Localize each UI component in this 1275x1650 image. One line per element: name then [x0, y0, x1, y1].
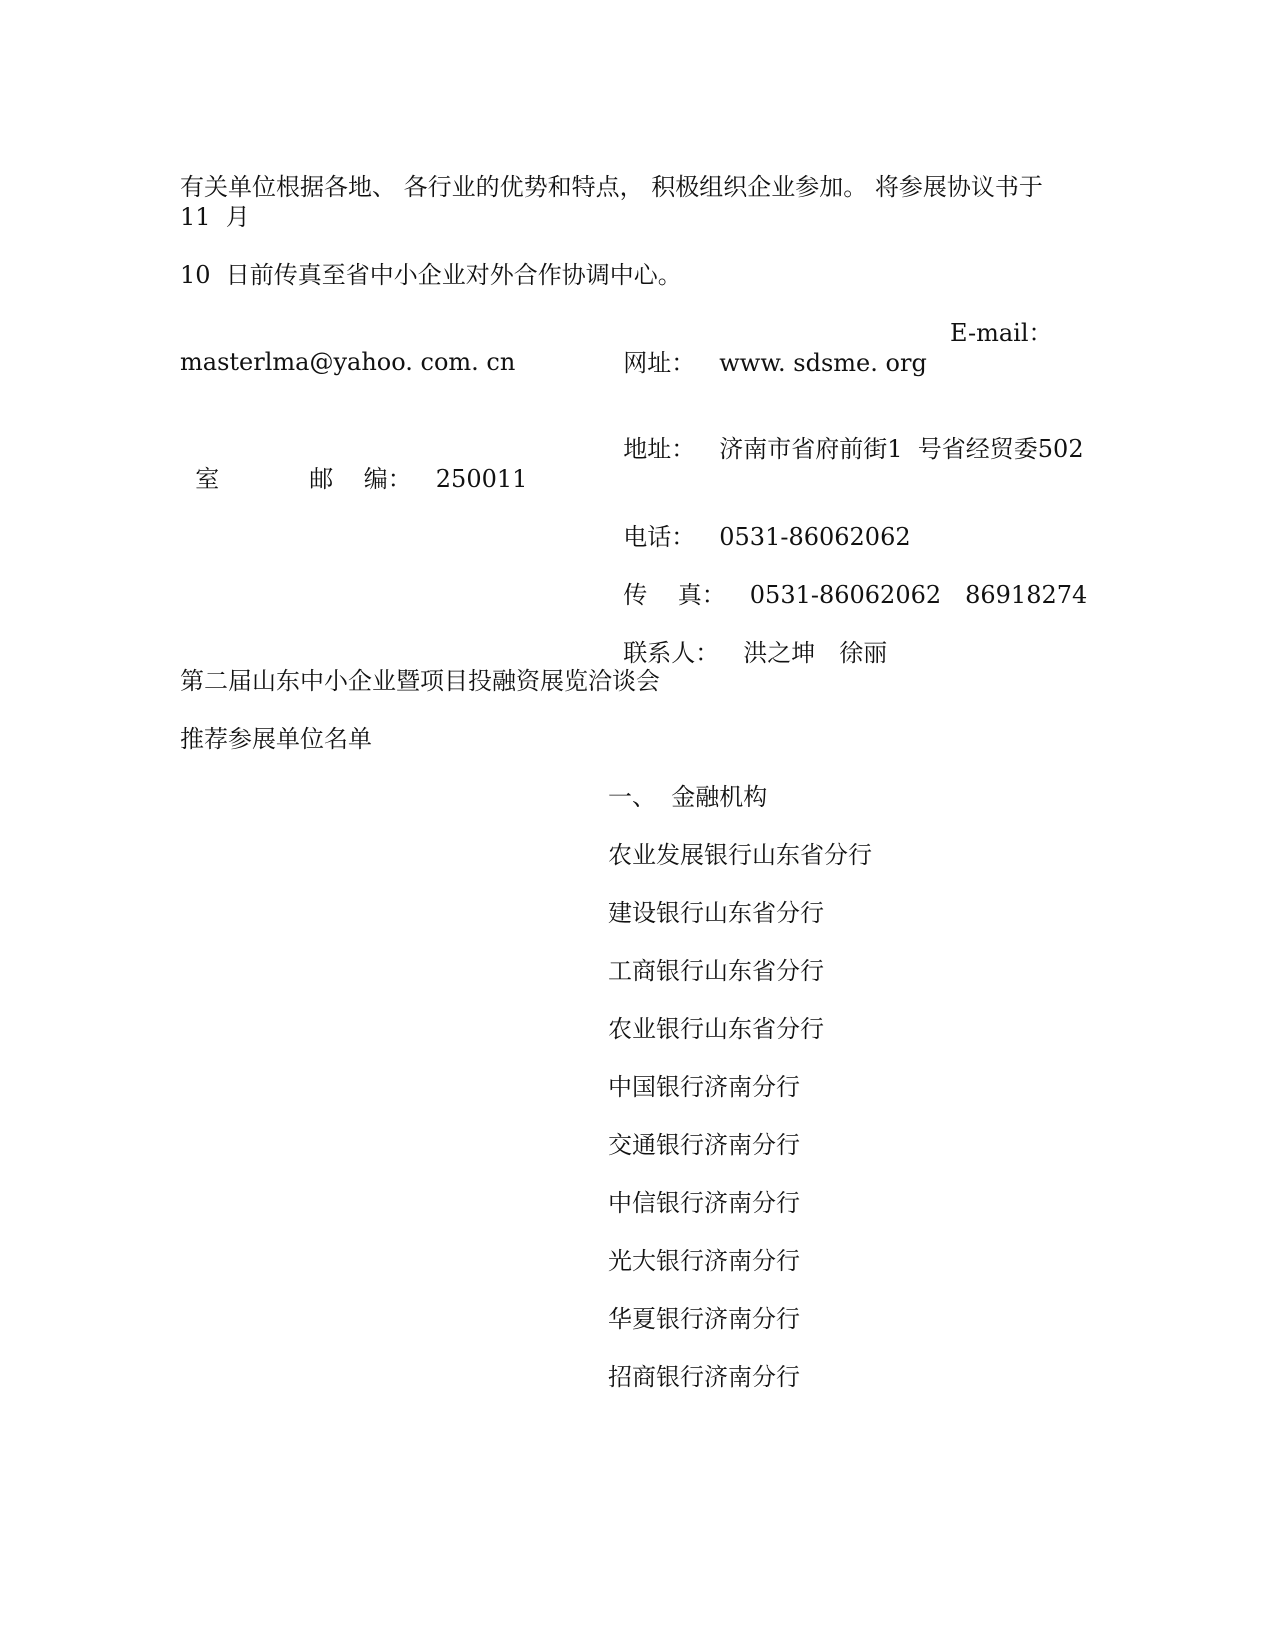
website-row — [608, 318, 927, 378]
fax-row — [608, 550, 1087, 610]
notice-line-1: 有关单位根据各地、 各行业的优势和特点， 积极组织企业参加。 将参展协议书于 — [180, 173, 1043, 201]
notice-line-2: 11 月 — [180, 203, 250, 231]
phone-row — [608, 492, 911, 552]
list-item: 中信银行济南分行 — [608, 1189, 800, 1217]
address-row — [608, 404, 1084, 464]
postcode-value: 250011 — [435, 465, 528, 493]
address-continuation: 室 — [195, 465, 220, 493]
email-value: masterlma@yahoo. com. cn — [180, 348, 516, 376]
contact-row — [608, 608, 887, 668]
phone-value: 0531-86062062 — [719, 523, 911, 551]
address-postcode-row — [180, 434, 527, 494]
phone-label: 电话： — [623, 523, 696, 551]
contact-person-1: 洪之坤 — [743, 639, 816, 667]
contact-label: 联系人： — [623, 639, 720, 667]
contact-person-2: 徐丽 — [839, 639, 888, 667]
list-item: 建设银行山东省分行 — [608, 899, 824, 927]
section-heading-finance: 一、 金融机构 — [608, 783, 768, 811]
document-title: 第二届山东中小企业暨项目投融资展览洽谈会 — [180, 667, 660, 695]
address-value: 济南市省府前街1 号省经贸委502 — [719, 435, 1084, 463]
fax-value-2: 86918274 — [965, 581, 1088, 609]
fax-value-1: 0531-86062062 — [749, 581, 942, 609]
email-label: E-mail： — [950, 319, 1053, 347]
list-item: 光大银行济南分行 — [608, 1247, 800, 1275]
notice-line-3: 10 日前传真至省中小企业对外合作协调中心。 — [180, 261, 682, 289]
fax-label: 传 真： — [623, 581, 726, 609]
list-item: 农业银行山东省分行 — [608, 1015, 824, 1043]
list-item: 招商银行济南分行 — [608, 1363, 800, 1391]
postcode-label: 邮 编： — [309, 465, 412, 493]
document-subtitle: 推荐参展单位名单 — [180, 725, 372, 753]
address-label: 地址： — [623, 435, 696, 463]
list-item: 工商银行山东省分行 — [608, 957, 824, 985]
list-item: 华夏银行济南分行 — [608, 1305, 800, 1333]
list-item: 中国银行济南分行 — [608, 1073, 800, 1101]
website-value: www. sdsme. org — [719, 349, 927, 377]
website-label: 网址： — [623, 349, 696, 377]
list-item: 交通银行济南分行 — [608, 1131, 800, 1159]
list-item: 农业发展银行山东省分行 — [608, 841, 872, 869]
